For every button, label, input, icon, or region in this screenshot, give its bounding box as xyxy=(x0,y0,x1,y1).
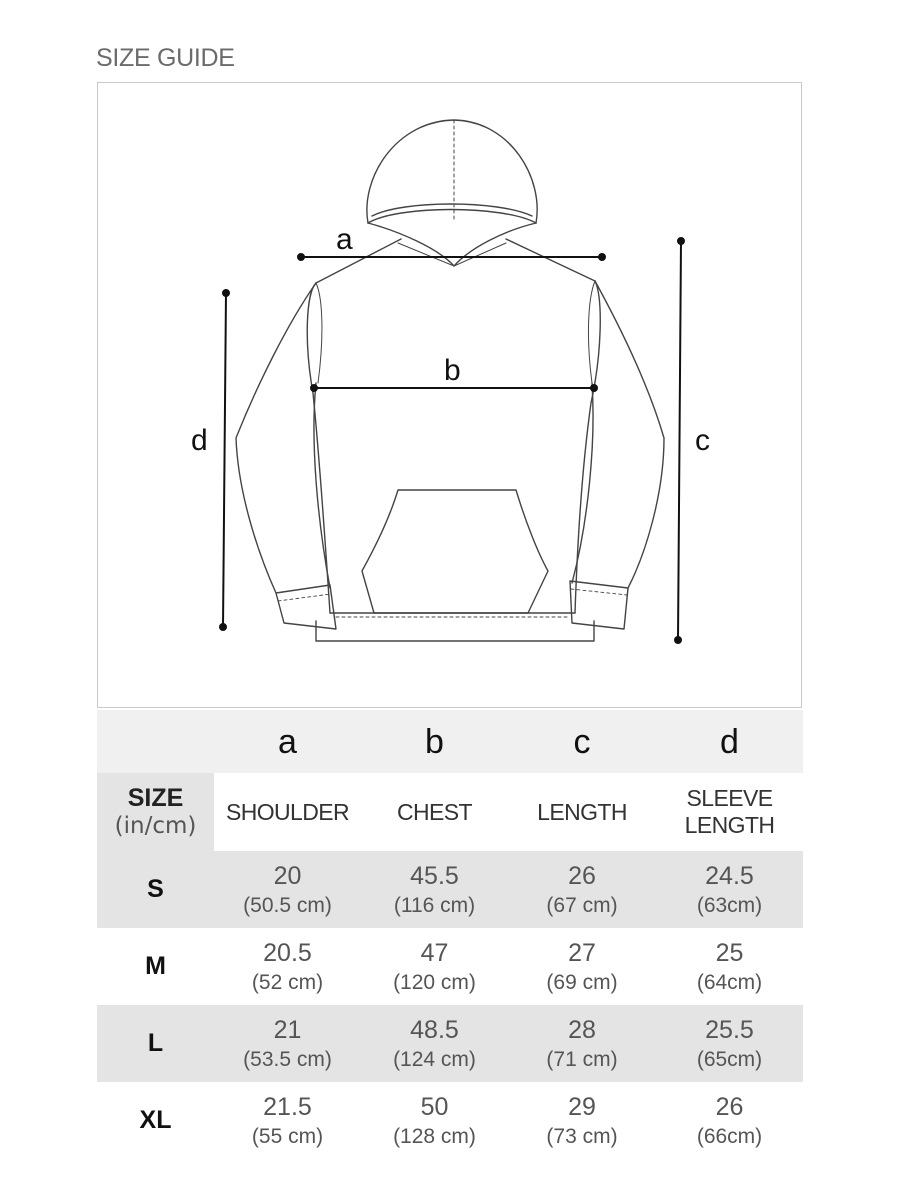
measurement-cell xyxy=(656,1082,803,1159)
measurement-inches: 48.5 xyxy=(410,1015,459,1044)
measurement-cell xyxy=(656,1005,803,1082)
measurement-inches: 26 xyxy=(568,861,596,890)
size-table xyxy=(97,710,803,1159)
measurement-inches: 20.5 xyxy=(263,938,312,967)
measurement-centimeters: (53.5 cm) xyxy=(243,1047,332,1071)
hoodie-diagram xyxy=(97,82,802,708)
measurement-inches: 21.5 xyxy=(263,1092,312,1121)
measurement-inches: 20 xyxy=(273,861,302,890)
measurement-cell xyxy=(508,1005,656,1082)
measurement-centimeters: (66cm) xyxy=(696,1124,763,1148)
table-header-row xyxy=(97,773,803,851)
measurement-inches: 47 xyxy=(420,938,449,967)
page-title: SIZE GUIDE xyxy=(96,44,235,72)
measurement-cell xyxy=(361,851,508,928)
measurement-cell xyxy=(508,928,656,1005)
measurement-cell xyxy=(214,851,361,928)
hoodie-illustration xyxy=(98,83,803,709)
measurement-inches: 24.5 xyxy=(705,861,754,890)
measurement-cell xyxy=(361,1082,508,1159)
size-header-label: SIZE xyxy=(127,784,184,812)
measurement-cell xyxy=(656,851,803,928)
size-header xyxy=(97,773,214,851)
letter-d: d xyxy=(720,723,739,761)
column-header-shoulder: SHOULDER xyxy=(225,798,349,825)
measurement-centimeters: (50.5 cm) xyxy=(243,893,332,917)
size-label: M xyxy=(145,952,166,980)
size-label: S xyxy=(147,875,164,903)
measurement-cell xyxy=(214,1005,361,1082)
column-header-sleeve-length: SLEEVE LENGTH xyxy=(684,785,775,838)
measurement-inches: 45.5 xyxy=(410,861,459,890)
measurement-centimeters: (55 cm) xyxy=(251,1124,324,1148)
letter-b: b xyxy=(425,723,444,761)
measurement-cell xyxy=(361,928,508,1005)
dimension-label-d: d xyxy=(191,424,208,457)
letter-a: a xyxy=(278,723,297,761)
measurement-centimeters: (65cm) xyxy=(696,1047,763,1071)
size-label: L xyxy=(147,1029,164,1057)
measurement-centimeters: (73 cm) xyxy=(546,1124,618,1148)
measurement-centimeters: (120 cm) xyxy=(393,970,476,994)
table-row xyxy=(97,928,803,1005)
table-row xyxy=(97,1005,803,1082)
measurement-centimeters: (67 cm) xyxy=(546,893,618,917)
dimension-label-a: a xyxy=(336,223,353,256)
unit-header-label: (in/cm) xyxy=(114,813,197,839)
dimension-label-b: b xyxy=(444,354,461,387)
measurement-cell xyxy=(214,1082,361,1159)
table-row xyxy=(97,1082,803,1159)
measurement-centimeters: (71 cm) xyxy=(546,1047,618,1071)
column-header-chest: CHEST xyxy=(397,798,472,825)
measurement-inches: 29 xyxy=(568,1092,596,1121)
measurement-cell xyxy=(656,928,803,1005)
measurement-cell xyxy=(214,928,361,1005)
measurement-inches: 25.5 xyxy=(705,1015,754,1044)
table-letters-row xyxy=(97,710,803,773)
letter-c: c xyxy=(573,723,591,761)
measurement-inches: 50 xyxy=(420,1092,449,1121)
measurement-cell xyxy=(508,1082,656,1159)
size-label: XL xyxy=(139,1106,172,1134)
measurement-centimeters: (69 cm) xyxy=(546,970,618,994)
measurement-centimeters: (64cm) xyxy=(696,970,763,994)
measurement-inches: 25 xyxy=(715,938,744,967)
measurement-inches: 26 xyxy=(715,1092,744,1121)
measurement-inches: 27 xyxy=(568,938,596,967)
column-header-length: LENGTH xyxy=(537,798,627,825)
dimension-label-c: c xyxy=(695,424,710,457)
measurement-inches: 21 xyxy=(273,1015,302,1044)
measurement-centimeters: (128 cm) xyxy=(393,1124,476,1148)
measurement-centimeters: (52 cm) xyxy=(251,970,324,994)
measurement-cell xyxy=(361,1005,508,1082)
measurement-cell xyxy=(508,851,656,928)
measurement-centimeters: (116 cm) xyxy=(393,893,476,917)
measurement-inches: 28 xyxy=(568,1015,596,1044)
table-body xyxy=(97,851,803,1159)
table-row xyxy=(97,851,803,928)
measurement-centimeters: (63cm) xyxy=(696,893,763,917)
measurement-centimeters: (124 cm) xyxy=(393,1047,476,1071)
